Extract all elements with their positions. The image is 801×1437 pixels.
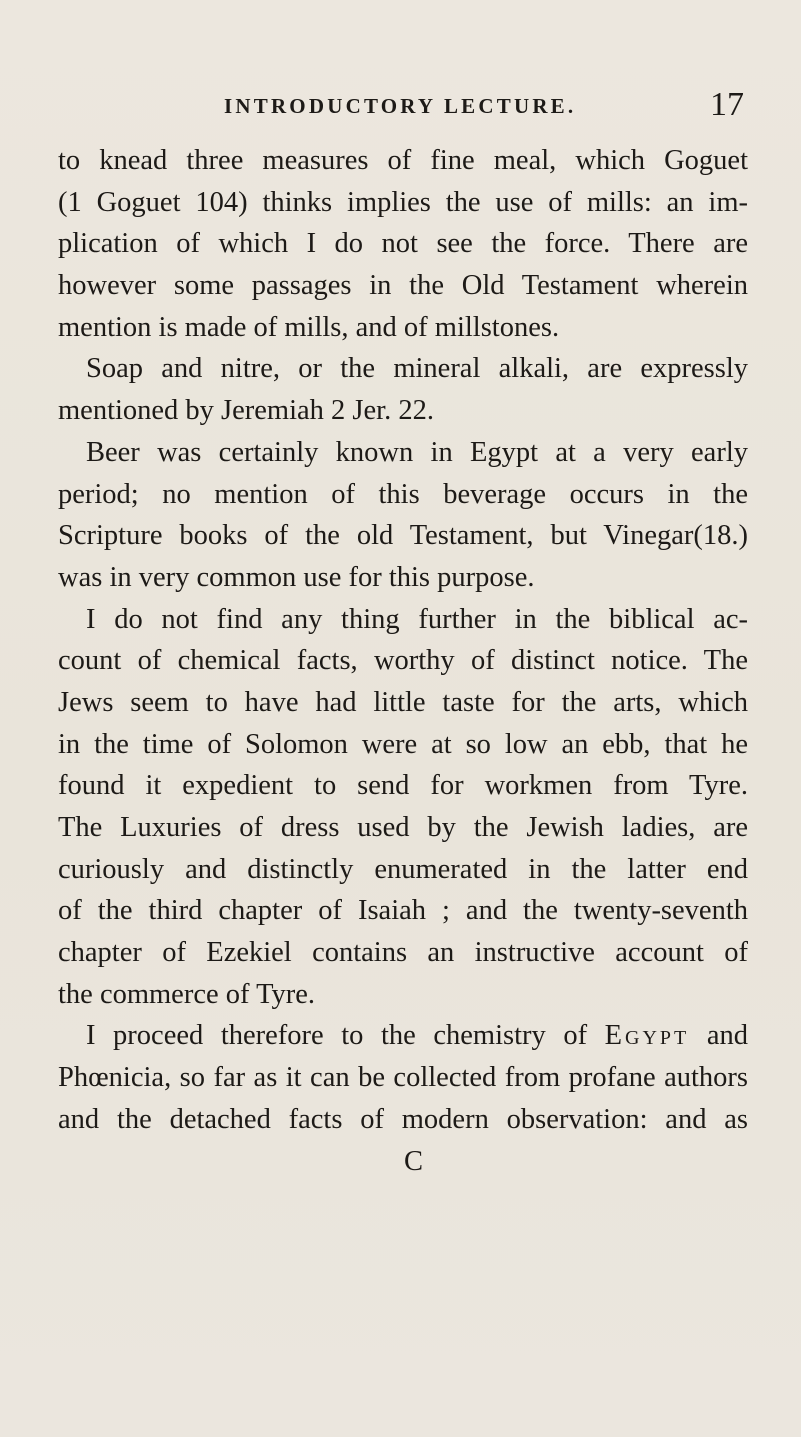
text-line: found it expedient to send for workmen from Tyre. <box>58 770 748 802</box>
text-line: to knead three measures of fine meal, which Goguet <box>58 145 748 176</box>
text-line: chapter of Ezekiel contains an instructive account of <box>58 937 748 969</box>
text-line: and the detached facts of modern observation: and as <box>58 1103 748 1135</box>
text-line: in the time of Solomon were at so low an ebb, that he <box>58 728 748 760</box>
text-line: count of chemical facts, worthy of distinct notice. The <box>58 645 748 677</box>
text-line: Phœnicia, so far as it can be collected from profane authors <box>58 1062 748 1094</box>
running-head: INTRODUCTORY LECTURE. <box>224 94 577 118</box>
text-line: plication of which I do not see the force. There are <box>58 228 748 260</box>
text-line-end: and <box>689 1020 748 1052</box>
small-caps-word: Egypt <box>604 1020 690 1052</box>
signature-mark: C <box>404 1145 424 1177</box>
text-line: Jews seem to have had little taste for the arts, which <box>58 686 748 718</box>
text-line: Beer was certainly known in Egypt at a very early <box>86 436 748 468</box>
text-line: Soap and nitre, or the mineral alkali, are expressly <box>86 353 748 385</box>
text-line <box>58 1015 748 1057</box>
text-line: (1 Goguet 104) thinks implies the use of mills: an im- <box>58 186 748 218</box>
text-line: mentioned by Jeremiah 2 Jer. 22. <box>58 395 434 427</box>
text-line: was in very common use for this purpose. <box>58 561 535 593</box>
body-text <box>58 140 748 1182</box>
text-line: Scripture books of the old Testament, but Vinegar(18.) <box>58 520 748 552</box>
text-line: the commerce of Tyre. <box>58 978 316 1010</box>
page-header <box>224 86 744 126</box>
text-line: The Luxuries of dress used by the Jewish ladies, are <box>58 812 748 843</box>
page-number: 17 <box>710 86 744 123</box>
text-line-start: I proceed therefore to the chemistry of <box>86 1020 605 1052</box>
text-line: however some passages in the Old Testament wherein <box>58 270 748 302</box>
text-line: curiously and distinctly enumerated in the latter end <box>58 853 748 885</box>
text-line: period; no mention of this beverage occurs in the <box>58 478 748 510</box>
text-line: of the third chapter of Isaiah ; and the twenty-seventh <box>58 895 748 927</box>
text-line: mention is made of mills, and of millstones. <box>58 311 560 343</box>
text-line: I do not find any thing further in the biblical ac- <box>86 603 748 635</box>
